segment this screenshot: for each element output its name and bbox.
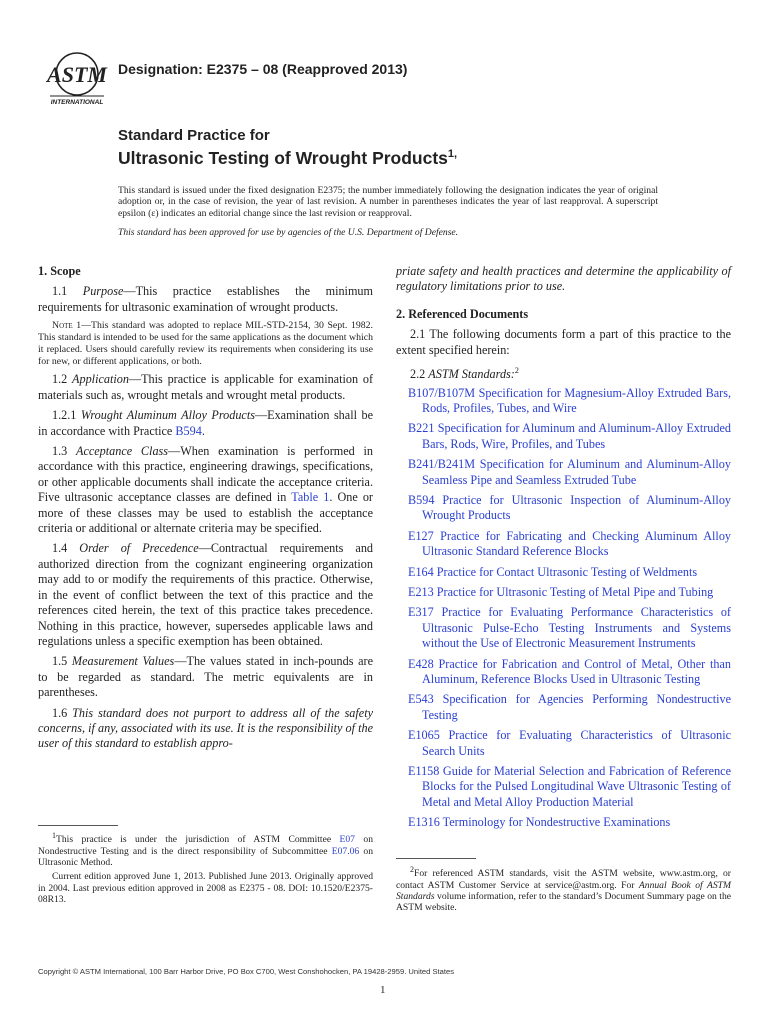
reference-title[interactable]: Specification for Aluminum and Aluminum-Alloy Seamless Pipe and Seamless Extruded Tube — [422, 457, 731, 487]
reference-list — [396, 386, 731, 831]
note-text: —This standard was adopted to replace MIL-STD-2154, 30 Sept. 1982. This standard is intended to be used for the same applications as the document which it replaced. Users should carefully review its requirements when considering its use for new, or different applications, or both. — [38, 320, 373, 367]
para-num: 1.5 — [52, 654, 72, 669]
link-e07[interactable]: E07 — [339, 834, 355, 846]
para-1-1 — [38, 284, 373, 315]
reference-item — [396, 657, 731, 688]
reference-item — [396, 421, 731, 452]
left-column — [38, 264, 373, 757]
para-num: 1.1 — [52, 284, 83, 299]
reference-title[interactable]: Practice for Contact Ultrasonic Testing of Weldments — [436, 564, 698, 579]
reference-code-link[interactable]: E213 — [408, 584, 434, 599]
footnote-rule-right — [396, 858, 476, 859]
copyright: Copyright © ASTM International, 100 Barr Harbor Drive, PO Box C700, West Conshohocken, PA 19428-2959. United States — [38, 967, 455, 976]
footnote-mark: 2 — [514, 366, 519, 376]
reference-title[interactable]: Practice for Ultrasonic Inspection of Aluminum-Alloy Wrought Products — [422, 492, 732, 523]
para-1-6-continued — [396, 264, 731, 295]
para-2-1: 2.1 The following documents form a part of this practice to the extent specified herein: — [396, 327, 731, 357]
right-column — [396, 264, 731, 836]
para-end: . One or more of these classes may be used to establish the acceptance criteria or additional or alternate criteria may be specified. — [38, 490, 373, 536]
footnote-text: For referenced ASTM standards, visit the ASTM website, www.astm.org, or contact ASTM Customer Service at service@astm.org. For — [396, 868, 731, 891]
reference-code-link[interactable]: E1316 — [408, 815, 440, 830]
note-1 — [38, 320, 373, 367]
para-end: . — [201, 423, 205, 438]
para-1-3 — [38, 444, 373, 536]
reference-title[interactable]: Terminology for Nondestructive Examinations — [442, 815, 671, 830]
para-num: 1.4 — [52, 541, 80, 556]
footnote-text: on Ultrasonic Method. — [38, 845, 373, 868]
para-text: —The values stated in inch-pounds are to be regarded as standard. The metric equivalents are in parentheses. — [38, 654, 374, 700]
reference-code-link[interactable]: E428 — [408, 656, 434, 671]
preamble-para2: This standard has been approved for use by agencies of the U.S. Department of Defense. — [118, 227, 459, 239]
para-2-2 — [396, 363, 731, 382]
para-lead: Acceptance Class — [76, 444, 169, 459]
reference-item — [396, 386, 731, 417]
footnote-mark: 2 — [410, 865, 414, 874]
reference-item — [396, 728, 731, 759]
footnote-2 — [396, 864, 731, 914]
astm-logo-graphic — [44, 50, 110, 106]
reference-item — [396, 815, 731, 830]
reference-code-link[interactable]: B107/B107M — [408, 385, 476, 400]
para-lead: Purpose — [82, 284, 124, 299]
page-number: 1 — [380, 984, 386, 996]
reference-code-link[interactable]: E1158 — [408, 764, 440, 779]
para-num: 1.2.1 — [52, 408, 81, 423]
preamble — [118, 185, 658, 239]
svg-text:INTERNATIONAL: INTERNATIONAL — [50, 99, 104, 106]
para-num: 1.3 — [52, 444, 76, 459]
reference-item — [396, 565, 731, 580]
reference-code-link[interactable]: B221 — [408, 421, 435, 436]
para-lead: Application — [72, 372, 129, 387]
link-table-1[interactable]: Table 1 — [291, 490, 330, 505]
para-lead: Wrought Aluminum Alloy Products — [80, 408, 255, 423]
para-1-6 — [38, 706, 373, 752]
para-1-2 — [38, 372, 373, 403]
reference-item — [396, 529, 731, 560]
astm-logo — [44, 50, 110, 106]
reference-item — [396, 764, 731, 810]
reference-title[interactable]: Practice for Evaluating Characteristics of Ultrasonic Search Units — [422, 728, 732, 758]
reference-code-link[interactable]: E317 — [408, 605, 434, 620]
para-1-2-1 — [38, 408, 373, 439]
footnote-italic: Annual Book of ASTM Standards — [396, 879, 731, 902]
reference-title[interactable]: Practice for Evaluating Performance Characteristics of Ultrasonic Pulse-Echo Testing Instruments and Systems without the Use of Electronic Measurement Instruments — [422, 605, 731, 651]
para-text: —Contractual requirements and authorized direction from the cognizant engineering organization may add to or modify the requirements of this practice. Otherwise, in the event of conflict between the text of this practice and the references cited herein, the text of this practice takes precedence. Nothing in this practice, however, supersedes applicable laws and regulations unless a specific exemption has been obtained. — [38, 541, 374, 648]
reference-code-link[interactable]: E1065 — [408, 728, 440, 743]
svg-text:ASTM: ASTM — [47, 62, 107, 87]
para-1-4 — [38, 541, 373, 649]
reference-item — [396, 692, 731, 723]
title-footnote-mark: 1, — [447, 148, 458, 161]
para-num: 1.6 — [52, 705, 73, 720]
footnotes-left — [38, 830, 373, 909]
reference-title[interactable]: Practice for Ultrasonic Testing of Metal Pipe and Tubing — [436, 584, 714, 599]
reference-item — [396, 457, 731, 488]
footnote-1-edition: Current edition approved June 1, 2013. Published June 2013. Originally approved in 2004. Last previous edition approved in 2008 as E2375 - 08. DOI: 10.1520/E2375-08R13. — [38, 871, 373, 906]
para-text: —Examination shall be in accordance with Practice — [38, 408, 373, 438]
title-line1: Standard Practice for — [118, 127, 270, 144]
footnotes-right — [396, 864, 731, 914]
referenced-documents-heading: 2. Referenced Documents — [396, 306, 529, 321]
note-label: Note 1 — [52, 320, 82, 332]
reference-code-link[interactable]: B241/B241M — [408, 457, 476, 472]
reference-code-link[interactable]: E543 — [408, 692, 434, 707]
footnote-mark: 1 — [52, 831, 56, 840]
reference-title[interactable]: Guide for Material Selection and Fabrication of Reference Blocks for the Pulsed Longitudinal Wave Ultrasonic Testing of Metal and Metal Alloy Production Material — [422, 764, 731, 809]
link-e07-06[interactable]: E07.06 — [331, 845, 360, 857]
reference-title[interactable]: Practice for Fabricating and Checking Aluminum Alloy Ultrasonic Standard Reference Blocks — [422, 528, 732, 559]
link-b594[interactable]: B594 — [175, 423, 202, 438]
scope-heading: 1. Scope — [38, 264, 81, 278]
reference-title[interactable]: Specification for Agencies Performing Nondestructive Testing — [422, 692, 732, 722]
reference-title[interactable]: Practice for Fabrication and Control of Metal, Other than Aluminum, Reference Blocks Used in Ultrasonic Testing — [422, 656, 731, 686]
reference-code-link[interactable]: E127 — [408, 528, 434, 543]
para-num: 2.2 — [410, 367, 429, 382]
footnote-text: volume information, refer to the standard’s Document Summary page on the ASTM website. — [396, 891, 731, 914]
reference-item — [396, 585, 731, 600]
para-text: —This practice establishes the minimum requirements for ultrasonic examination of wrought products. — [38, 284, 373, 314]
para-lead: Measurement Values — [71, 654, 175, 669]
designation: Designation: E2375 – 08 (Reapproved 2013) — [118, 61, 408, 77]
footnote-text: This practice is under the jurisdiction of ASTM Committee — [56, 834, 340, 846]
para-lead: Order of Precedence — [79, 541, 199, 556]
title-block — [118, 126, 457, 170]
reference-item — [396, 493, 731, 524]
title-line2 — [118, 146, 457, 170]
para-text: —When examination is performed in accordance with this practice, engineering drawings, specifications, or other applicable documents shall indicate the acceptance criteria. Five ultrasonic acceptance classes are defined in — [38, 444, 373, 505]
reference-item — [396, 605, 731, 651]
footnote-text: on Nondestructive Testing and is the direct responsibility of Subcommittee — [38, 834, 373, 857]
para-num: 1.2 — [52, 372, 73, 387]
footnote-1 — [38, 830, 373, 868]
footnote-rule-left — [38, 825, 118, 826]
reference-code-link[interactable]: B594 — [408, 492, 435, 507]
reference-code-link[interactable]: E164 — [408, 564, 434, 579]
title-main: Ultrasonic Testing of Wrought Products — [118, 148, 448, 168]
reference-title[interactable]: Specification for Aluminum and Aluminum-Alloy Extruded Bars, Rods, Wire, Profiles, and Tubes — [422, 421, 731, 451]
preamble-para1: This standard is issued under the fixed designation E2375; the number immediately following the designation indicates the year of original adoption or, in the case of revision, the year of last revision. A number in parentheses indicates the year of last reapproval. A superscript epsilon (ε) indicates an editorial change since the last revision or reapproval. — [118, 185, 658, 219]
para-text: This standard does not purport to address all of the safety concerns, if any, associated with its use. It is the responsibility of the user of this standard to establish appro- — [38, 705, 373, 751]
reference-title[interactable]: Specification for Magnesium-Alloy Extruded Bars, Rods, Profiles, Tubes, and Wire — [422, 385, 732, 415]
para-text: —This practice is applicable for examination of materials such as, wrought metals and wrought metal products. — [38, 372, 373, 402]
para-lead: ASTM Standards: — [428, 367, 515, 382]
para-1-5 — [38, 654, 373, 700]
para-text: priate safety and health practices and determine the applicability of regulatory limitations prior to use. — [396, 264, 731, 294]
